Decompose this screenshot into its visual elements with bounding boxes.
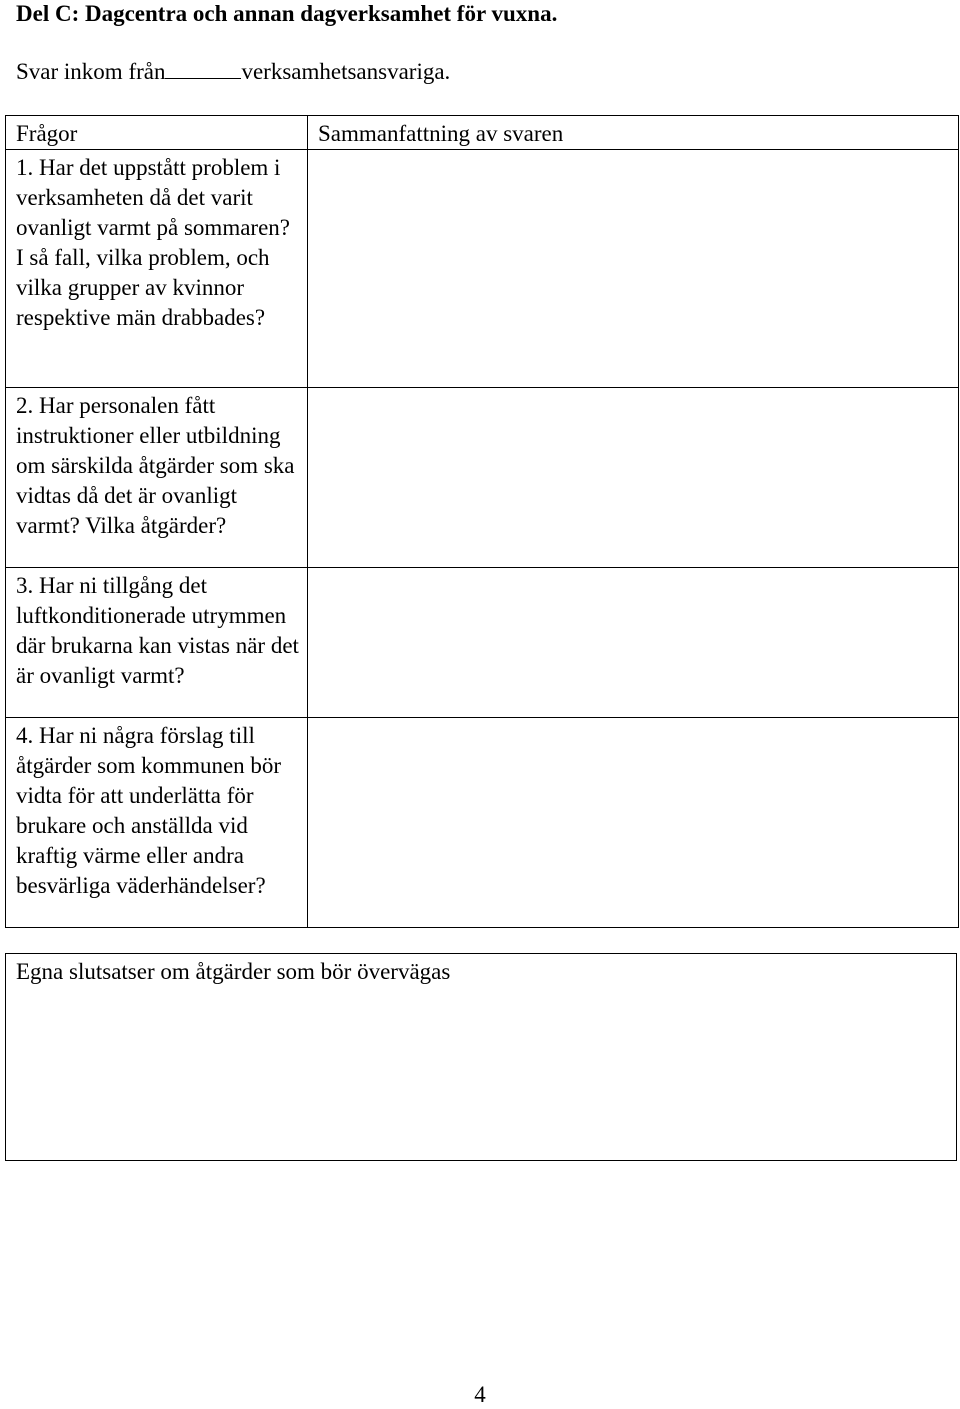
table-row bbox=[6, 150, 959, 388]
header-questions: Frågor bbox=[6, 116, 308, 150]
answer-cell[interactable] bbox=[308, 568, 959, 718]
questions-table bbox=[5, 115, 959, 928]
respondent-suffix: verksamhetsansvariga. bbox=[241, 59, 451, 84]
respondent-blank-field[interactable] bbox=[165, 58, 241, 79]
question-cell bbox=[6, 388, 308, 568]
answer-cell[interactable] bbox=[308, 718, 959, 928]
respondent-prefix: Svar inkom från bbox=[16, 59, 166, 84]
header-summary: Sammanfattning av svaren bbox=[308, 116, 959, 150]
question-cell bbox=[6, 718, 308, 928]
conclusions-label: Egna slutsatser om åtgärder som bör övervägas bbox=[16, 959, 451, 984]
question-text: 1. Har det uppstått problem i verksamheten då det varit ovanligt varmt på sommaren? I så fall, vilka problem, och vilka grupper av kvinnor respektive män drabbades? bbox=[16, 155, 291, 330]
table-row bbox=[6, 388, 959, 568]
page-number: 4 bbox=[474, 1382, 486, 1407]
table-row bbox=[6, 718, 959, 928]
table-row bbox=[6, 568, 959, 718]
conclusions-box[interactable] bbox=[5, 953, 957, 1161]
question-cell bbox=[6, 150, 308, 388]
respondent-line bbox=[16, 58, 450, 86]
question-text: 2. Har personalen fått instruktioner eller utbildning om särskilda åtgärder som ska vidtas då det är ovanligt varmt? Vilka åtgärder? bbox=[16, 393, 295, 538]
table-header-row bbox=[6, 116, 959, 150]
question-text: 4. Har ni några förslag till åtgärder som kommunen bör vidta för att underlätta för brukare och anställda vid kraftig värme eller andra besvärliga väderhändelser? bbox=[16, 723, 282, 898]
question-cell bbox=[6, 568, 308, 718]
section-heading: Del C: Dagcentra och annan dagverksamhet för vuxna. bbox=[16, 1, 558, 26]
question-text: 3. Har ni tillgång det luftkonditionerade utrymmen där brukarna kan vistas när det är ovanligt varmt? bbox=[16, 573, 299, 688]
answer-cell[interactable] bbox=[308, 150, 959, 388]
answer-cell[interactable] bbox=[308, 388, 959, 568]
